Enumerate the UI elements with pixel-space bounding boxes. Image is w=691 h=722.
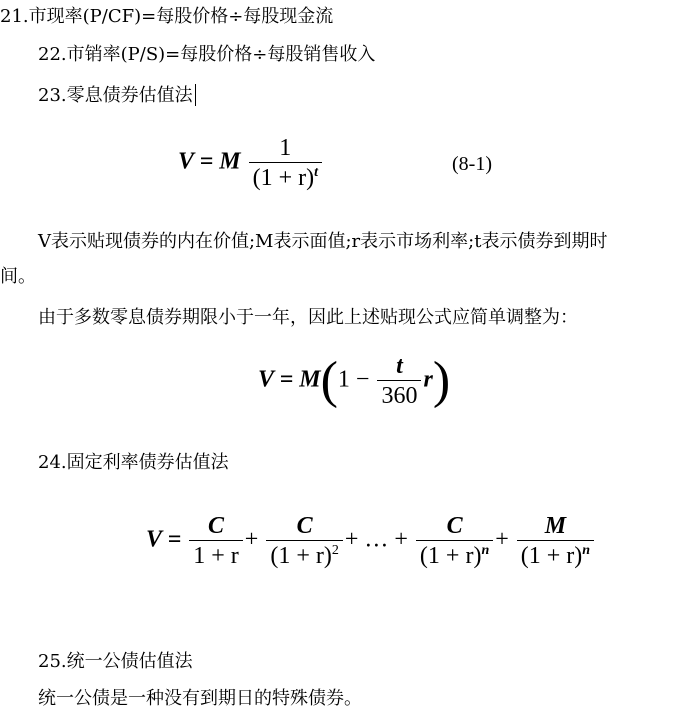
formula1-denominator xyxy=(249,162,322,190)
line-25-consol-heading: 25.统一公债估值法 xyxy=(38,651,193,672)
formula2-left-paren: ( xyxy=(320,352,338,409)
formula3-term1-denominator: 1 + r xyxy=(189,540,243,568)
formula3-term3 xyxy=(416,514,493,568)
formula2-r: r xyxy=(423,366,433,393)
formula2-numerator: t xyxy=(396,353,403,379)
formula2-denominator: 360 xyxy=(377,380,421,408)
formula-zero-coupon xyxy=(178,136,324,190)
formula1-lhs: V = M xyxy=(178,148,241,175)
formula-fixed-rate xyxy=(146,514,596,568)
equation-number: (8-1) xyxy=(452,153,492,175)
formula1-numerator: 1 xyxy=(279,135,292,161)
formula2-one-minus: 1 − xyxy=(337,366,370,393)
formula3-term3-denominator-text: (1 + r) xyxy=(419,543,482,569)
definition-line-2: 间。 xyxy=(0,266,36,287)
formula3-term1 xyxy=(189,514,243,568)
formula3-ellipsis: + … + xyxy=(344,526,408,553)
formula-simplified xyxy=(258,354,450,408)
formula3-term2-denominator-text: (1 + r) xyxy=(270,543,332,569)
formula2-right-paren: ) xyxy=(432,352,451,409)
line-25-description: 统一公债是一种没有到期日的特殊债券。 xyxy=(38,688,362,709)
formula3-term3-numerator: C xyxy=(446,513,463,539)
formula3-term4-denominator xyxy=(517,540,594,568)
text-cursor xyxy=(195,84,196,106)
formula3-term3-denominator xyxy=(416,540,493,568)
definition-line-1: V表示贴现债券的内在价值;M表示面值;r表示市场利率;t表示债券到期时 xyxy=(38,231,608,252)
formula3-lhs: V = xyxy=(146,526,182,553)
heading-text: 23.零息债券估值法 xyxy=(38,85,193,106)
line-22-price-sales: 22.市销率(P/S)=每股价格÷每股销售收入 xyxy=(38,44,376,65)
formula3-term4-numerator: M xyxy=(544,513,567,539)
formula3-plus: + xyxy=(244,526,259,553)
formula1-fraction xyxy=(249,136,322,190)
formula1-exponent: t xyxy=(314,165,318,180)
formula3-term3-exponent: n xyxy=(481,543,490,558)
formula3-term2-numerator: C xyxy=(296,513,313,539)
formula3-term2-exponent: 2 xyxy=(331,543,339,558)
formula3-term2 xyxy=(266,514,343,568)
line-21-price-cashflow: 21.市现率(P/CF)=每股价格÷每股现金流 xyxy=(0,6,334,27)
formula1-denominator-text: (1 + r) xyxy=(252,165,315,191)
formula3-term4-denominator-text: (1 + r) xyxy=(520,543,583,569)
formula3-term2-denominator xyxy=(266,540,343,568)
formula3-term4 xyxy=(517,514,594,568)
formula3-term4-exponent: n xyxy=(582,543,591,558)
formula3-term1-numerator: C xyxy=(208,513,225,539)
formula2-lhs: V = M xyxy=(258,366,321,393)
formula3-plus-2: + xyxy=(495,526,509,553)
simplification-line: 由于多数零息债券期限小于一年，因此上述贴现公式应简单调整为： xyxy=(38,307,578,328)
line-23-zero-coupon-heading[interactable] xyxy=(38,84,196,107)
formula2-fraction xyxy=(377,354,421,408)
line-24-fixed-rate-heading: 24.固定利率债券估值法 xyxy=(38,452,229,473)
